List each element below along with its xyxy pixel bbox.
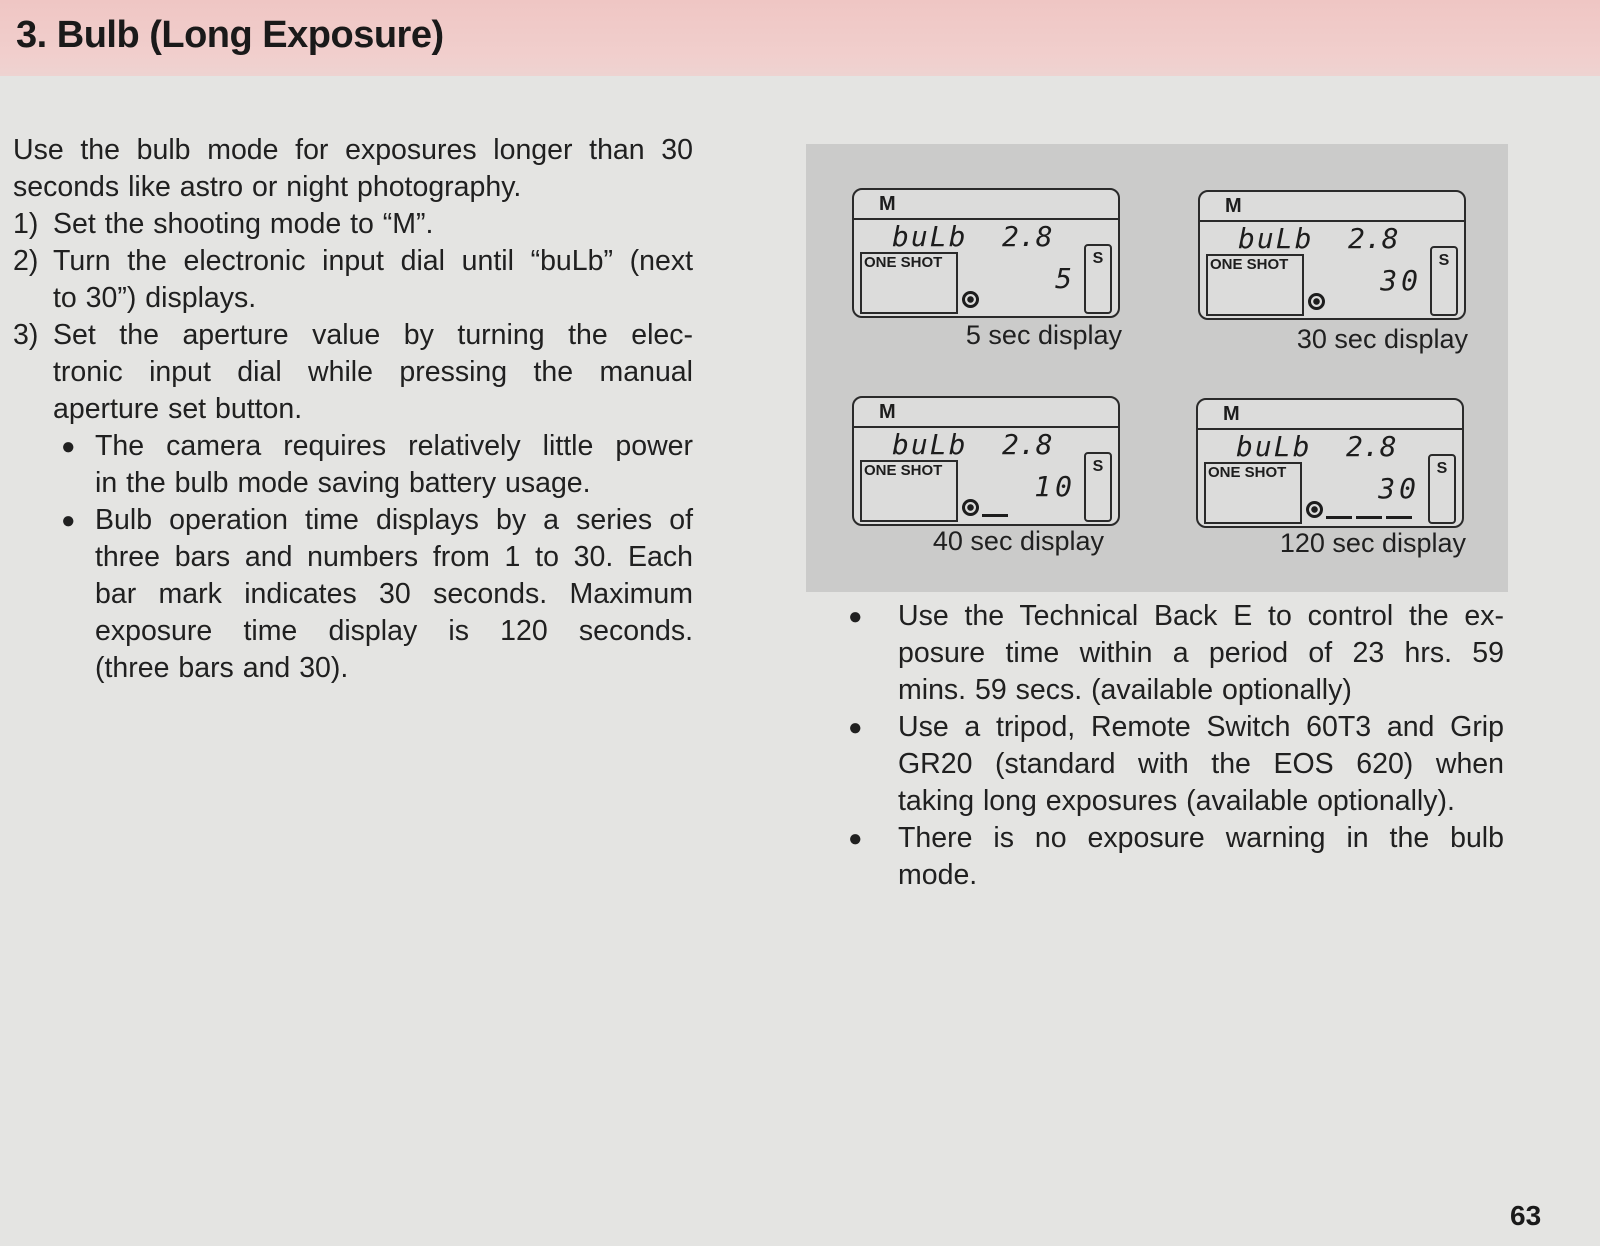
- section-header-band: [0, 0, 1600, 76]
- lcd-display: [1198, 190, 1466, 320]
- lcd-oneshot-label: ONE SHOT: [864, 462, 943, 479]
- note-item: [848, 598, 1504, 709]
- step-item: [13, 317, 693, 428]
- bullet-icon: ●: [848, 825, 863, 852]
- af-target-icon: [1308, 293, 1325, 310]
- note-item: [13, 502, 693, 687]
- lcd-top-bar: [854, 190, 1118, 220]
- note-line: bar mark indicates 30 seconds. Maximum: [95, 578, 693, 610]
- lcd-aperture: 2.8: [1002, 220, 1053, 253]
- step-list: [13, 206, 693, 428]
- exposure-bar-row: [1326, 516, 1412, 519]
- lcd-oneshot-box: [860, 460, 958, 522]
- note-line: taking long exposures (available optionally).: [898, 785, 1455, 817]
- step-item: [13, 243, 693, 317]
- lcd-seconds-box: [1428, 454, 1456, 524]
- lcd-aperture: 2.8: [1346, 430, 1397, 463]
- lcd-display: [852, 396, 1120, 526]
- lcd-oneshot-box: [1204, 462, 1302, 524]
- note-line: Use a tripod, Remote Switch 60T3 and Grip: [898, 711, 1504, 743]
- lcd-oneshot-box: [860, 252, 958, 314]
- exposure-bar-mark: [1386, 516, 1412, 519]
- note-line: mins. 59 secs. (available optionally): [898, 674, 1352, 706]
- lcd-bulb-readout: buLb: [892, 428, 968, 461]
- step-line: Set the aperture value by turning the elec-: [53, 319, 693, 351]
- lcd-bulb-readout: buLb: [1236, 430, 1312, 463]
- lcd-mode: M: [1225, 195, 1242, 217]
- bullet-icon: ●: [848, 603, 863, 630]
- step-line: aperture set button.: [53, 393, 303, 425]
- page-number: 63: [1510, 1200, 1542, 1231]
- step-number: 2): [13, 245, 39, 277]
- af-target-icon: [962, 499, 979, 516]
- bullet-icon: ●: [61, 507, 76, 534]
- lcd-caption: 120 sec display: [1279, 528, 1466, 558]
- intro-paragraph: [13, 132, 693, 206]
- intro-line: seconds like astro or night photography.: [13, 171, 522, 203]
- step-item: [13, 206, 693, 243]
- exposure-bar-row: [982, 514, 1008, 517]
- af-target-icon: [1306, 501, 1323, 518]
- right-note-list: [848, 598, 1504, 894]
- lcd-oneshot-label: ONE SHOT: [1210, 256, 1289, 273]
- lcd-oneshot-label: ONE SHOT: [864, 254, 943, 271]
- note-line: exposure time display is 120 seconds.: [95, 615, 693, 647]
- note-line: posure time within a period of 23 hrs. 59: [898, 637, 1504, 669]
- lcd-oneshot-label: ONE SHOT: [1208, 464, 1287, 481]
- step-line: Turn the electronic input dial until “buLb” (next: [53, 245, 693, 277]
- lcd-caption: 30 sec display: [1296, 324, 1468, 354]
- lcd-display-panel: [806, 144, 1508, 592]
- lcd-oneshot-box: [1206, 254, 1304, 316]
- step-number: 3): [13, 319, 39, 351]
- lcd-display: [852, 188, 1120, 318]
- lcd-time: 10: [1034, 470, 1076, 503]
- note-line: Bulb operation time displays by a series of: [95, 504, 693, 536]
- exposure-bar-mark: [1356, 516, 1382, 519]
- step-line: tronic input dial while pressing the manual: [53, 356, 693, 388]
- intro-line: Use the bulb mode for exposures longer than 30: [13, 134, 693, 166]
- lcd-display: [1196, 398, 1464, 528]
- lcd-aperture: 2.8: [1348, 222, 1399, 255]
- lcd-caption: 40 sec display: [932, 526, 1104, 556]
- lcd-time: 30: [1380, 264, 1422, 297]
- lcd-aperture: 2.8: [1002, 428, 1053, 461]
- note-line: mode.: [898, 859, 978, 891]
- lcd-mode: M: [879, 401, 896, 423]
- lcd-caption: 5 sec display: [965, 320, 1122, 350]
- step-line: Set the shooting mode to “M”.: [53, 208, 434, 240]
- left-note-list: [13, 428, 693, 687]
- note-line: in the bulb mode saving battery usage.: [95, 467, 591, 499]
- lcd-top-bar: [854, 398, 1118, 428]
- af-target-icon: [962, 291, 979, 308]
- lcd-seconds-box: [1084, 244, 1112, 314]
- note-line: (three bars and 30).: [95, 652, 349, 684]
- note-line: Use the Technical Back E to control the ex-: [898, 600, 1504, 632]
- note-line: three bars and numbers from 1 to 30. Each: [95, 541, 693, 573]
- lcd-seconds-unit: S: [1438, 252, 1450, 269]
- step-line: to 30”) displays.: [53, 282, 257, 314]
- section-title: 3. Bulb (Long Exposure): [16, 14, 444, 56]
- lcd-bulb-readout: buLb: [1238, 222, 1314, 255]
- bullet-icon: ●: [848, 714, 863, 741]
- lcd-seconds-box: [1084, 452, 1112, 522]
- step-number: 1): [13, 208, 39, 240]
- note-item: [848, 709, 1504, 820]
- lcd-seconds-box: [1430, 246, 1458, 316]
- lcd-seconds-unit: S: [1436, 460, 1448, 477]
- left-column: [13, 132, 693, 687]
- note-line: The camera requires relatively little power: [95, 430, 693, 462]
- note-item: [848, 820, 1504, 894]
- exposure-bar-mark: [982, 514, 1008, 517]
- lcd-mode: M: [1223, 403, 1240, 425]
- note-line: There is no exposure warning in the bulb: [898, 822, 1504, 854]
- lcd-top-bar: [1200, 192, 1464, 222]
- note-item: [13, 428, 693, 502]
- lcd-bulb-readout: buLb: [892, 220, 968, 253]
- note-line: GR20 (standard with the EOS 620) when: [898, 748, 1504, 780]
- lcd-top-bar: [1198, 400, 1462, 430]
- bullet-icon: ●: [61, 433, 76, 460]
- lcd-seconds-unit: S: [1092, 458, 1104, 475]
- lcd-time: 5: [1055, 262, 1076, 295]
- lcd-seconds-unit: S: [1092, 250, 1104, 267]
- exposure-bar-mark: [1326, 516, 1352, 519]
- lcd-time: 30: [1378, 472, 1420, 505]
- lcd-mode: M: [879, 193, 896, 215]
